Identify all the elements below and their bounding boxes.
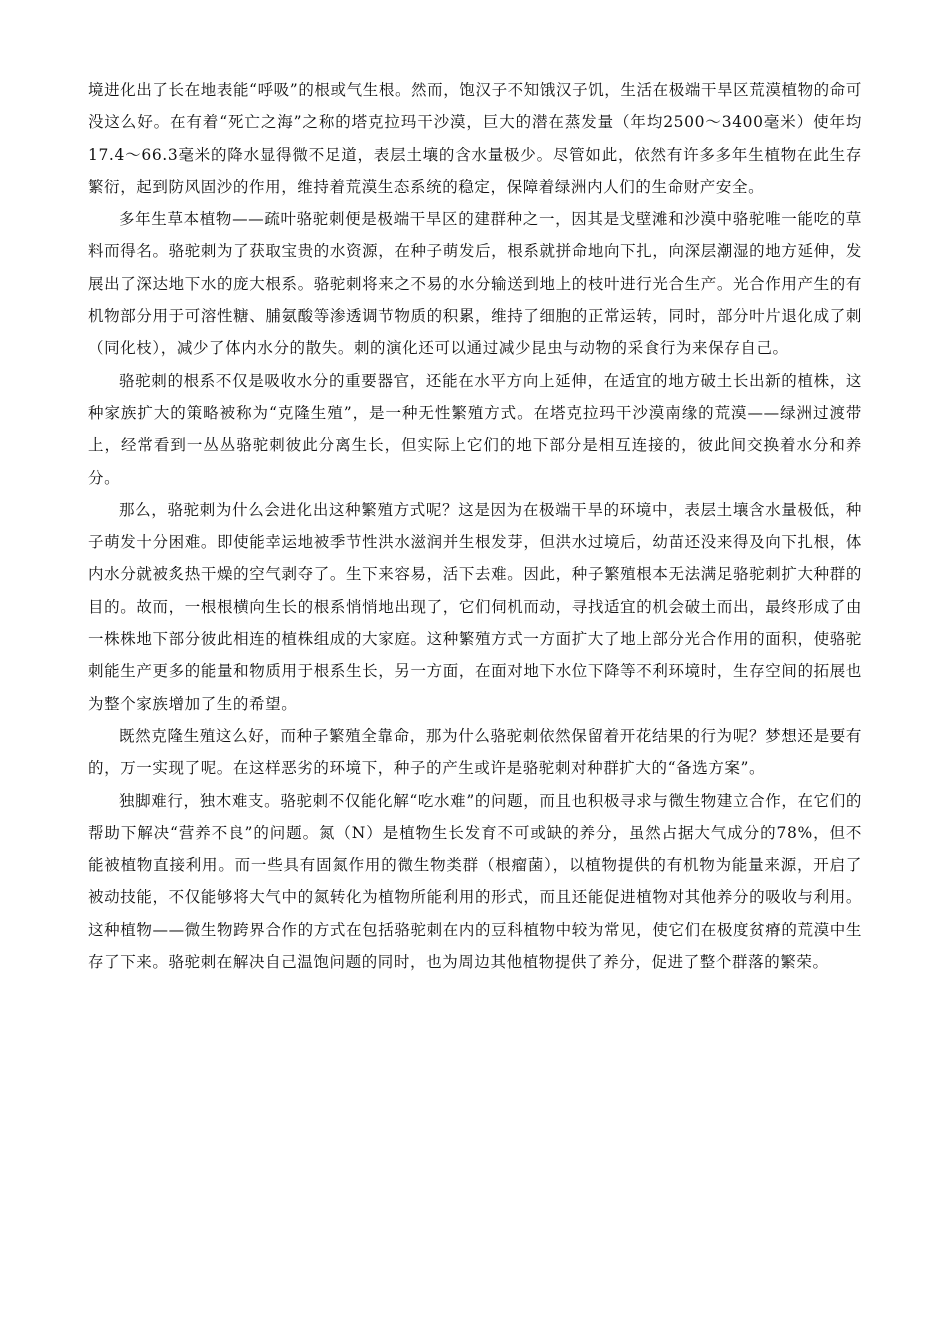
paragraph: 既然克隆生殖这么好，而种子繁殖全靠命，那为什么骆驼刺依然保留着开花结果的行为呢？梦想还是要有的，万一实现了呢。在这样恶劣的环境下，种子的产生或许是骆驼刺对种群扩大的“备选方案”。 (88, 726, 862, 778)
paragraph: 那么，骆驼刺为什么会进化出这种繁殖方式呢？这是因为在极端干旱的环境中，表层土壤含水量极低，种子萌发十分困难。即使能幸运地被季节性洪水滋润并生根发芽，但洪水过境后，幼苗还没来得及向下扎根，体内水分就被炙热干燥的空气剥夺了。生下来容易，活下去难。因此，种子繁殖根本无法满足骆驼刺扩大种群的目的。故而，一根根横向生长的根系悄悄地出现了，它们伺机而动，寻找适宜的机会破土而出，最终形成了由一株株地下部分彼此相连的植株组成的大家庭。这种繁殖方式一方面扩大了地上部分光合作用的面积，使骆驼刺能生产更多的能量和物质用于根系生长，另一方面，在面对地下水位下降等不利环境时，生存空间的拓展也为整个家族增加了生的希望。 (88, 500, 862, 713)
paragraph: 多年生草本植物——疏叶骆驼刺便是极端干旱区的建群种之一，因其是戈壁滩和沙漠中骆驼唯一能吃的草料而得名。骆驼刺为了获取宝贵的水资源，在种子萌发后，根系就拼命地向下扎，向深层潮湿的地方延伸，发展出了深达地下水的庞大根系。骆驼刺将来之不易的水分输送到地上的枝叶进行光合生产。光合作用产生的有机物部分用于可溶性糖、脯氨酸等渗透调节物质的积累，维持了细胞的正常运转，同时，部分叶片退化成了刺（同化枝），减少了体内水分的散失。刺的演化还可以通过减少昆虫与动物的采食行为来保存自己。 (88, 210, 862, 358)
paragraph: 独脚难行，独木难支。骆驼刺不仅能化解“吃水难”的问题，而且也积极寻求与微生物建立合作，在它们的帮助下解决“营养不良”的问题。氮（N）是植物生长发育不可或缺的养分，虽然占据大气成分的78%，但不能被植物直接利用。而一些具有固氮作用的微生物类群（根瘤菌），以植物提供的有机物为能量来源，开启了被动技能，不仅能够将大气中的氮转化为植物所能利用的形式，而且还能促进植物对其他养分的吸收与利用。这种植物——微生物跨界合作的方式在包括骆驼刺在内的豆科植物中较为常见，使它们在极度贫瘠的荒漠中生存了下来。骆驼刺在解决自己温饱问题的同时，也为周边其他植物提供了养分，促进了整个群落的繁荣。 (88, 791, 862, 972)
document-body (88, 74, 862, 978)
paragraph-continuation: 境进化出了长在地表能“呼吸”的根或气生根。然而，饱汉子不知饿汉子饥，生活在极端干旱区荒漠植物的命可没这么好。在有着“死亡之海”之称的塔克拉玛干沙漠，巨大的潜在蒸发量（年均2500～3400毫米）使年均17.4～66.3毫米的降水显得微不足道，表层土壤的含水量极少。尽管如此，依然有许多多年生植物在此生存繁衍，起到防风固沙的作用，维持着荒漠生态系统的稳定，保障着绿洲内人们的生命财产安全。 (88, 81, 862, 196)
paragraph: 骆驼刺的根系不仅是吸收水分的重要器官，还能在水平方向上延伸，在适宜的地方破土长出新的植株，这种家族扩大的策略被称为“克隆生殖”，是一种无性繁殖方式。在塔克拉玛干沙漠南缘的荒漠——绿洲过渡带上，经常看到一丛丛骆驼刺彼此分离生长，但实际上它们的地下部分是相互连接的，彼此间交换着水分和养分。 (88, 371, 862, 487)
